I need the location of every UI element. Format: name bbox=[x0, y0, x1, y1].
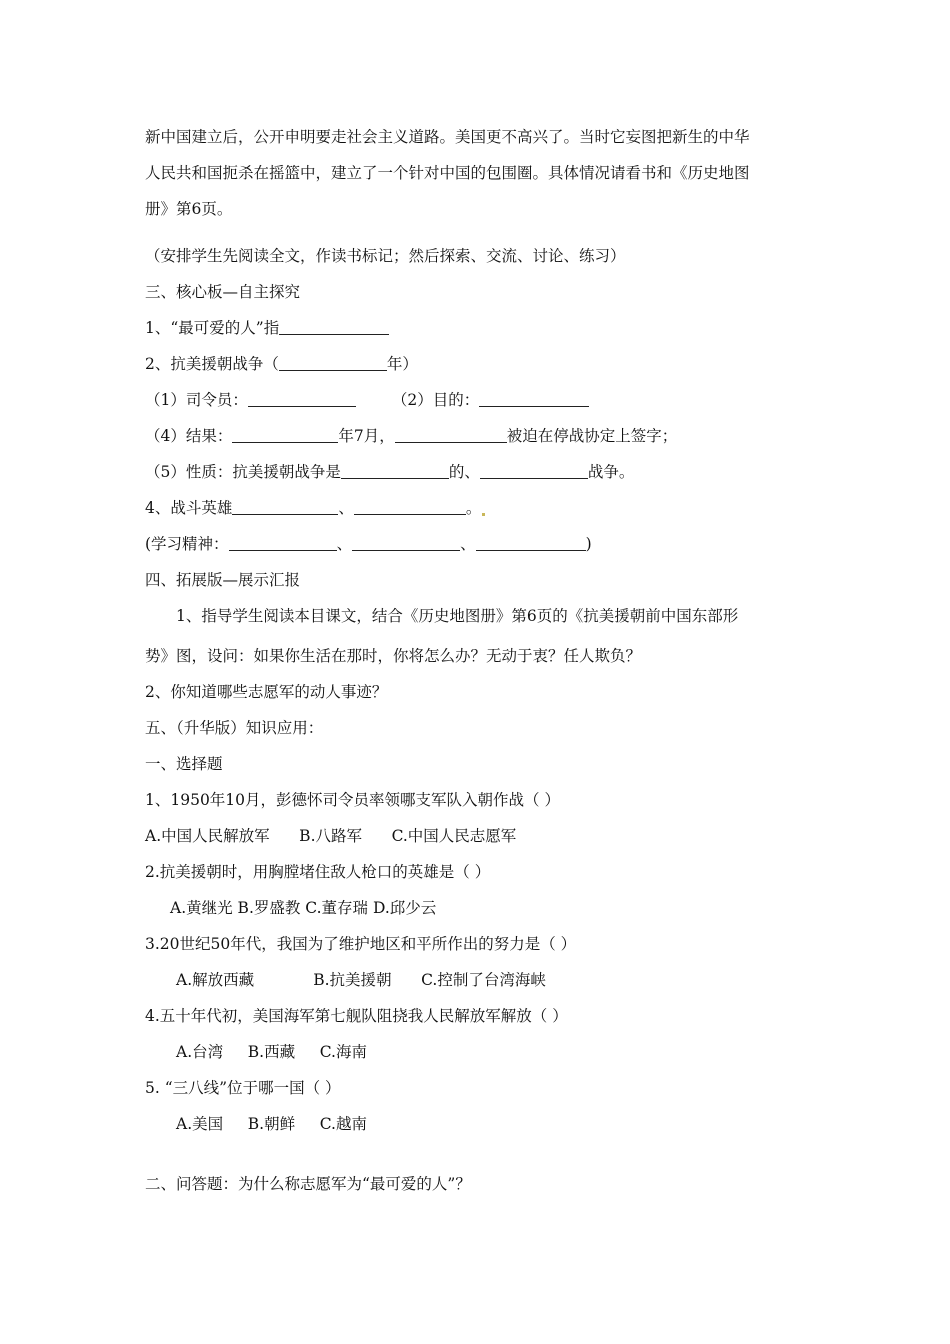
heroes-end: 。 bbox=[465, 499, 482, 517]
spirit-line bbox=[145, 534, 592, 554]
choice-question-3-options: A.解放西藏 B.抗美援朝 C.控制了台湾海峡 bbox=[176, 971, 546, 989]
commander-label: （1）司令员： bbox=[145, 391, 248, 409]
answer-blank bbox=[229, 535, 337, 551]
question-2-suffix: 年） bbox=[386, 355, 418, 373]
choice-question-5-options: A.美国 B.朝鲜 C.越南 bbox=[176, 1115, 367, 1133]
purpose-label: （2）目的： bbox=[391, 391, 480, 409]
answer-blank bbox=[279, 319, 389, 335]
separator: 、 bbox=[338, 499, 354, 517]
result-label: （4）结果： bbox=[145, 427, 233, 445]
answer-blank bbox=[232, 499, 338, 515]
choice-question-1: 1、1950年10月，彭德怀司令员率领哪支军队入朝作战（ ） bbox=[145, 791, 560, 809]
intro-paragraph-line-1: 新中国建立后，公开申明要走社会主义道路。美国更不高兴了。当时它妄图把新生的中华 bbox=[145, 128, 750, 146]
nature-suffix: 战争。 bbox=[587, 463, 635, 481]
choice-question-4: 4.五十年代初，美国海军第七舰队阻挠我人民解放军解放（ ） bbox=[145, 1007, 568, 1025]
answer-blank bbox=[354, 499, 466, 515]
answer-blank bbox=[480, 463, 588, 479]
dot-mark bbox=[482, 513, 485, 516]
section5-heading: 五、（升华版）知识应用： bbox=[145, 719, 324, 737]
section4-question-2: 2、你知道哪些志愿军的动人事迹？ bbox=[145, 683, 388, 701]
answer-blank bbox=[341, 463, 449, 479]
teaching-note: （安排学生先阅读全文，作读书标记；然后探索、交流、讨论、练习） bbox=[145, 247, 626, 265]
commander-purpose-line bbox=[145, 390, 589, 410]
answer-blank bbox=[479, 391, 589, 407]
nature-mid: 的、 bbox=[448, 463, 480, 481]
answer-blank bbox=[232, 427, 338, 443]
result-suffix: 被迫在停战协定上签字； bbox=[506, 427, 678, 445]
choice-question-2-options: A.黄继光 B.罗盛教 C.董存瑞 D.邱少云 bbox=[170, 899, 437, 917]
heroes-line bbox=[145, 498, 486, 518]
intro-paragraph-line-2: 人民共和国扼杀在摇篮中，建立了一个针对中国的包围圈。具体情况请看书和《历史地图 bbox=[145, 164, 750, 182]
answer-blank bbox=[279, 355, 387, 371]
question-1-line bbox=[145, 318, 389, 338]
answer-blank bbox=[352, 535, 460, 551]
result-line bbox=[145, 426, 677, 446]
answer-blank bbox=[248, 391, 356, 407]
answer-blank bbox=[395, 427, 507, 443]
question-2-line bbox=[145, 354, 418, 374]
nature-line bbox=[145, 462, 634, 482]
spirit-label: (学习精神： bbox=[145, 535, 229, 553]
essay-question: 二、问答题：为什么称志愿军为“最可爱的人”？ bbox=[145, 1175, 471, 1193]
nature-label: （5）性质：抗美援朝战争是 bbox=[145, 463, 341, 481]
spirit-end: ) bbox=[585, 535, 592, 553]
choice-question-5: 5. “三八线”位于哪一国（ ） bbox=[145, 1079, 341, 1097]
choice-heading: 一、选择题 bbox=[145, 755, 223, 773]
question-2-prefix: 2、抗美援朝战争（ bbox=[145, 355, 279, 373]
choice-question-4-options: A.台湾 B.西藏 C.海南 bbox=[176, 1043, 367, 1061]
result-mid: 年7月， bbox=[338, 427, 395, 445]
choice-question-3: 3.20世纪50年代，我国为了维护地区和平所作出的努力是（ ） bbox=[145, 935, 577, 953]
section4-paragraph-line-2: 势》图，设问：如果你生活在那时，你将怎么办？无动于衷？任人欺负？ bbox=[145, 647, 642, 665]
question-1-label: 1、“最可爱的人”指 bbox=[145, 319, 280, 337]
heroes-label: 4、战斗英雄 bbox=[145, 499, 233, 517]
choice-question-2: 2.抗美援朝时，用胸膛堵住敌人枪口的英雄是（ ） bbox=[145, 863, 491, 881]
section4-paragraph-line-1: 1、指导学生阅读本目课文，结合《历史地图册》第6页的《抗美援朝前中国东部形 bbox=[176, 607, 739, 625]
section4-heading: 四、拓展版—展示汇报 bbox=[145, 571, 301, 589]
answer-blank bbox=[476, 535, 586, 551]
intro-paragraph-line-3: 册》第6页。 bbox=[145, 200, 233, 218]
choice-question-1-options: A.中国人民解放军 B.八路军 C.中国人民志愿军 bbox=[145, 827, 517, 845]
separator: 、 bbox=[460, 535, 476, 553]
separator: 、 bbox=[336, 535, 353, 553]
section3-heading: 三、核心板—自主探究 bbox=[145, 283, 301, 301]
